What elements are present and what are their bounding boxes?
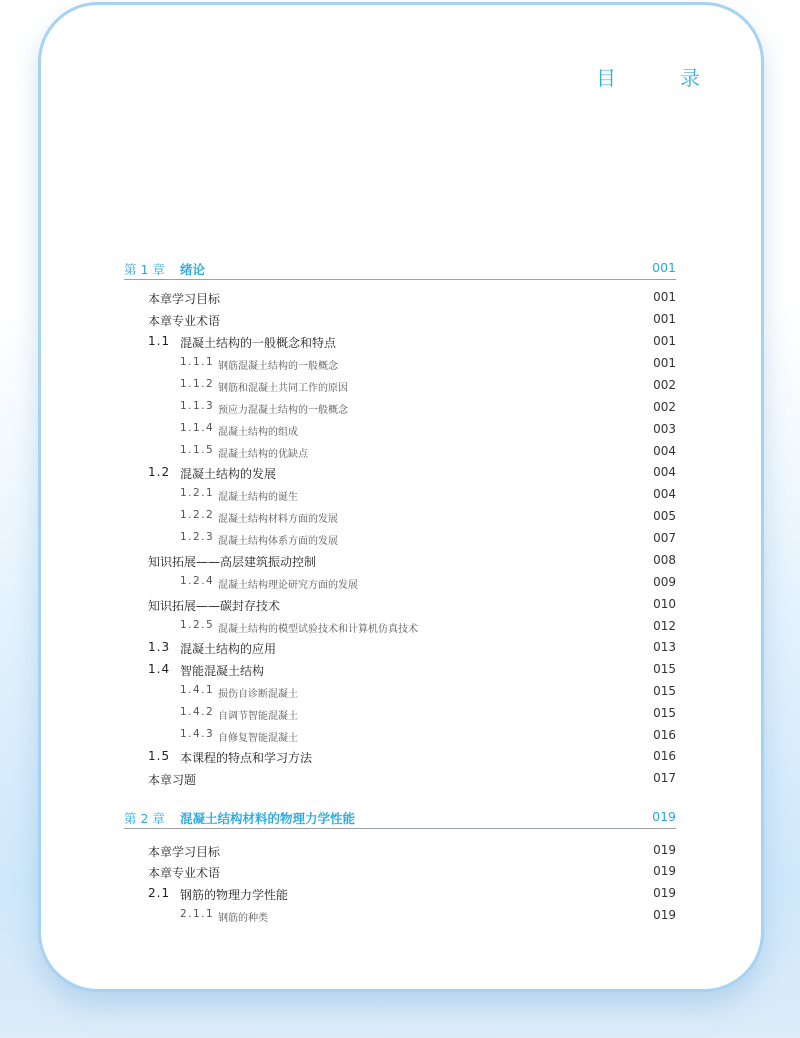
toc-entry[interactable] [0, 864, 800, 882]
toc-entry[interactable] [0, 843, 800, 861]
toc-entry-text: 本章学习目标 [148, 292, 221, 306]
toc-entry-page: 001 [653, 290, 676, 304]
toc-entry-number: 1.2.2 [180, 509, 215, 521]
toc-entry-text: 混凝土结构的诞生 [218, 492, 298, 503]
toc-entry[interactable] [0, 597, 800, 615]
toc-entry[interactable] [0, 684, 800, 702]
toc-entry[interactable] [0, 465, 800, 483]
toc-entry-page: 001 [653, 334, 676, 348]
toc-entry-text: 智能混凝土结构 [180, 664, 265, 678]
toc-entry-page: 001 [653, 356, 676, 370]
toc-entry-text: 本章专业术语 [148, 866, 221, 880]
toc-entry[interactable] [0, 662, 800, 680]
toc-entry-page: 007 [653, 531, 676, 545]
toc-entry-page: 015 [653, 706, 676, 720]
chapter-title: 混凝土结构材料的物理力学性能 [180, 811, 356, 826]
toc-entry[interactable] [0, 290, 800, 308]
toc-entry-page: 004 [653, 444, 676, 458]
toc-entry-page: 019 [653, 843, 676, 857]
toc-entry-page: 003 [653, 422, 676, 436]
toc-entry[interactable] [0, 553, 800, 571]
toc-entry[interactable] [0, 706, 800, 724]
chapter-number: 第 2 章 [124, 811, 165, 826]
toc-entry-text: 混凝土结构的应用 [180, 642, 277, 656]
toc-entry-page: 016 [653, 749, 676, 763]
toc-entry[interactable] [0, 749, 800, 767]
toc-entry-number: 1.1.1 [180, 356, 215, 368]
toc-entry-number: 1.2.4 [180, 575, 215, 587]
toc-entry-text: 混凝土结构的组成 [218, 427, 298, 438]
toc-entry-number: 1.4.1 [180, 684, 215, 696]
toc-entry-text: 钢筋混凝土结构的一般概念 [218, 361, 338, 372]
toc-entry-page: 010 [653, 597, 676, 611]
toc-entry-page: 019 [653, 908, 676, 922]
toc-entry-text: 混凝土结构理论研究方面的发展 [218, 580, 358, 591]
toc-entry-text: 混凝土结构的模型试验技术和计算机仿真技术 [218, 624, 418, 635]
toc-entry-number: 1.2.5 [180, 619, 215, 631]
toc-entry[interactable] [0, 640, 800, 658]
toc-entry-number: 1.4.2 [180, 706, 215, 718]
toc-entry[interactable] [0, 509, 800, 527]
toc-entry-text: 混凝土结构的一般概念和特点 [180, 336, 337, 350]
toc-entry[interactable] [0, 487, 800, 505]
toc-entry-text: 自调节智能混凝土 [218, 711, 298, 722]
toc-entry-page: 004 [653, 487, 676, 501]
toc-entry-page: 002 [653, 400, 676, 414]
toc-entry[interactable] [0, 378, 800, 396]
toc-entry-number: 1.1 [148, 334, 171, 348]
toc-entry-number: 1.4 [148, 662, 171, 676]
toc-entry-page: 004 [653, 465, 676, 479]
toc-entry[interactable] [0, 619, 800, 637]
toc-entry-text: 混凝土结构的发展 [180, 467, 277, 481]
chapter-page: 001 [652, 260, 676, 275]
toc-entry-page: 009 [653, 575, 676, 589]
toc-entry-number: 1.2.3 [180, 531, 215, 543]
toc-entry-number: 2.1 [148, 886, 171, 900]
toc-entry-text: 钢筋的种类 [218, 913, 268, 924]
toc-entry-page: 015 [653, 662, 676, 676]
toc-entry[interactable] [0, 422, 800, 440]
toc-entry-page: 002 [653, 378, 676, 392]
toc-entry-text: 自修复智能混凝土 [218, 733, 298, 744]
toc-entry-text: 本章专业术语 [148, 314, 221, 328]
toc-entry[interactable] [0, 444, 800, 462]
toc-entry-number: 1.1.3 [180, 400, 215, 412]
toc-entry[interactable] [0, 312, 800, 330]
toc-entry[interactable] [0, 400, 800, 418]
toc-entry-page: 005 [653, 509, 676, 523]
chapter-page: 019 [652, 809, 676, 824]
toc-entry-number: 1.2 [148, 465, 171, 479]
toc-entry-number: 1.3 [148, 640, 171, 654]
toc-entry-text: 知识拓展——高层建筑振动控制 [148, 555, 317, 569]
toc-entry-page: 001 [653, 312, 676, 326]
toc-entry-number: 1.2.1 [180, 487, 215, 499]
toc-entry-text: 混凝土结构体系方面的发展 [218, 536, 338, 547]
toc-entry-page: 019 [653, 886, 676, 900]
toc-entry-number: 1.1.5 [180, 444, 215, 456]
chapter-number: 第 1 章 [124, 262, 165, 277]
toc-entry[interactable] [0, 908, 800, 926]
toc-entry-text: 预应力混凝土结构的一般概念 [218, 405, 348, 416]
toc-entry-text: 混凝土结构的优缺点 [218, 449, 308, 460]
toc-entry-number: 1.4.3 [180, 728, 215, 740]
toc-entry[interactable] [0, 575, 800, 593]
toc-entry-number: 1.5 [148, 749, 171, 763]
toc-entry-text: 损伤自诊断混凝土 [218, 689, 298, 700]
toc-entry[interactable] [0, 531, 800, 549]
toc-entry[interactable] [0, 886, 800, 904]
toc-entry-page: 016 [653, 728, 676, 742]
toc-entry-number: 1.1.4 [180, 422, 215, 434]
toc-entry-page: 015 [653, 684, 676, 698]
toc-entry-text: 钢筋和混凝土共同工作的原因 [218, 383, 348, 394]
toc-entry-number: 1.1.2 [180, 378, 215, 390]
toc-entry-text: 本课程的特点和学习方法 [180, 751, 313, 765]
toc-entry-text: 本章习题 [148, 773, 197, 787]
page-title: 目 录 [596, 66, 722, 90]
chapter-heading[interactable] [124, 258, 676, 280]
toc-entry-page: 019 [653, 864, 676, 878]
toc-entry-page: 012 [653, 619, 676, 633]
toc-entry[interactable] [0, 356, 800, 374]
toc-entry-page: 013 [653, 640, 676, 654]
toc-entry[interactable] [0, 771, 800, 789]
chapter-heading[interactable] [124, 807, 676, 829]
toc-entry-page: 017 [653, 771, 676, 785]
toc-entry-text: 钢筋的物理力学性能 [180, 888, 289, 902]
toc-entry-text: 本章学习目标 [148, 845, 221, 859]
chapter-title: 绪论 [180, 262, 206, 277]
toc-entry-text: 知识拓展——碳封存技术 [148, 599, 281, 613]
toc-entry-page: 008 [653, 553, 676, 567]
toc-entry[interactable] [0, 728, 800, 746]
toc-entry[interactable] [0, 334, 800, 352]
toc-entry-text: 混凝土结构材料方面的发展 [218, 514, 338, 525]
toc-entry-number: 2.1.1 [180, 908, 215, 920]
